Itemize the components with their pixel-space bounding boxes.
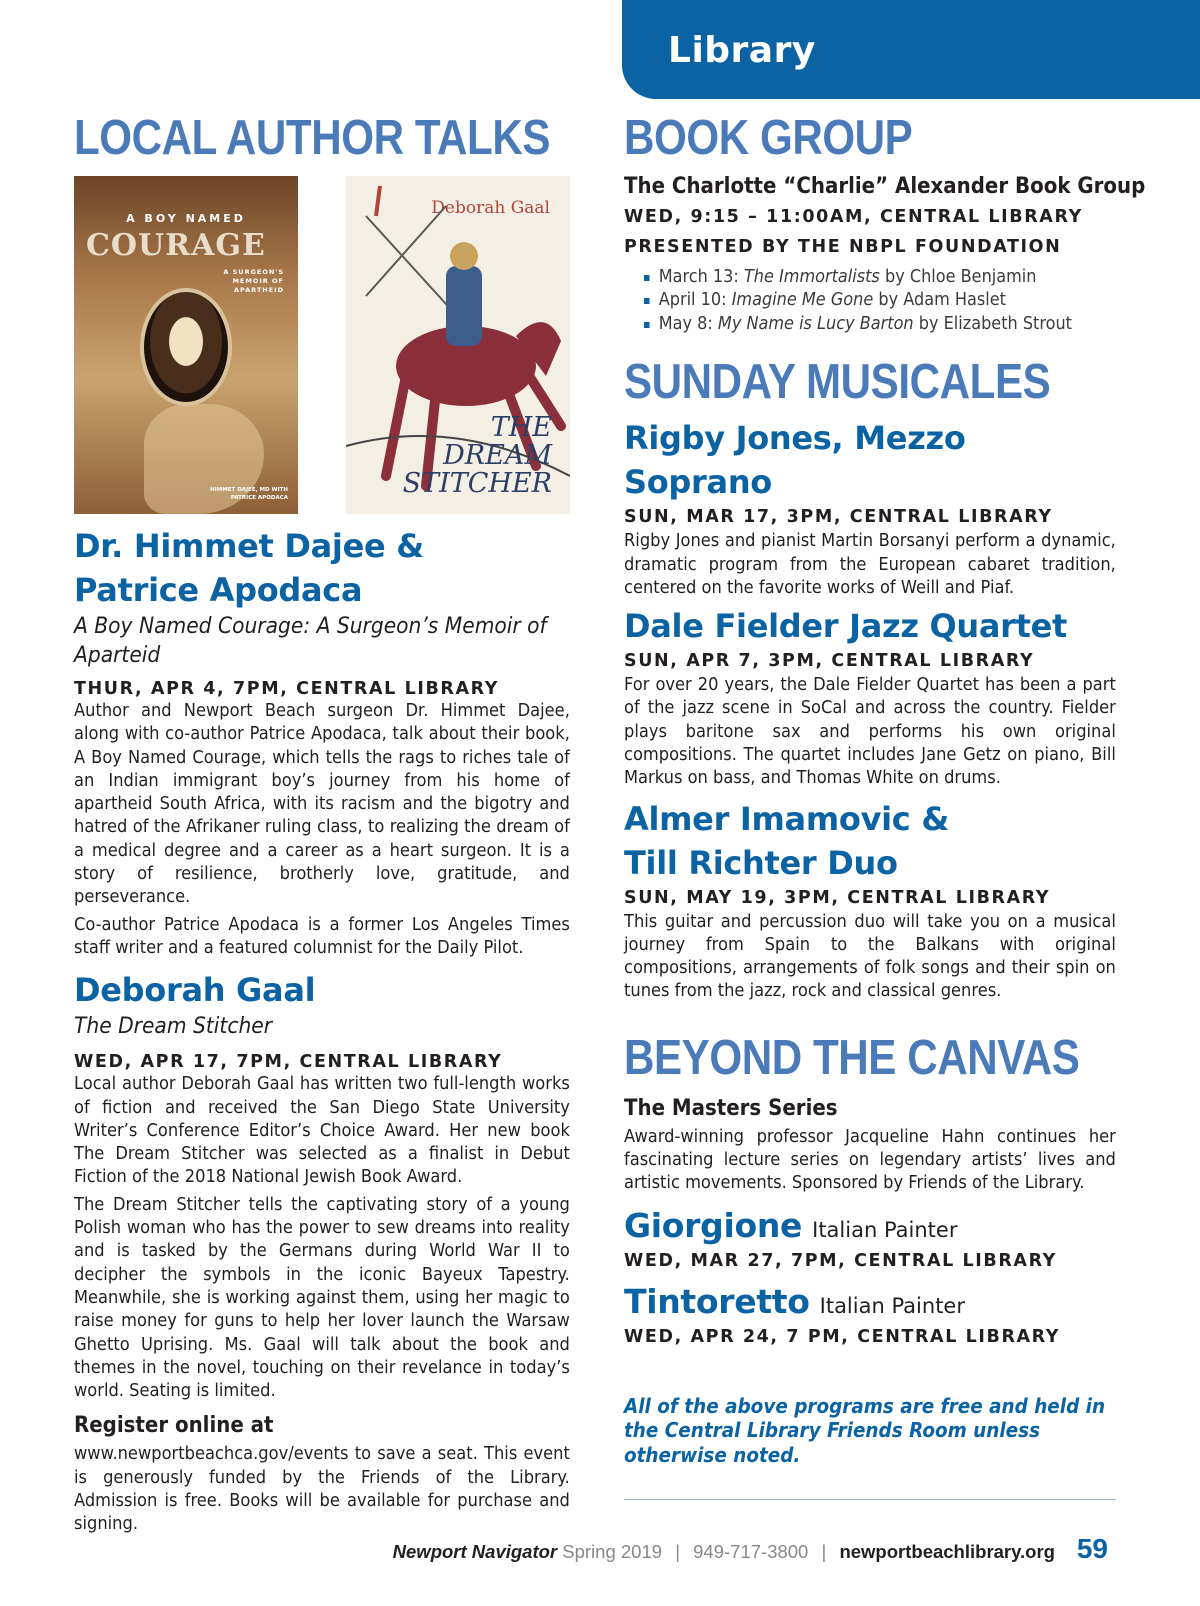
book-group-datetime: WED, 9:15 – 11:00AM, CENTRAL LIBRARY [624, 207, 1083, 227]
event-description: Author and Newport Beach surgeon Dr. Himmet Dajee, along with co-author Patrice Apodaca, talk about their book, A Boy Named Courage, which tells the rags to riches tale of an Indian immigrant boy’s journey from his home of apartheid South Africa, with its racism and the bigotry and hatred of the Afrikaner ruling class, to realizing the dream of a medical degree and a career as a heart surgeon. It is a story of resilience, brotherly love, gratitude, and perseverance. [74, 701, 570, 908]
book-title: Imagine Me Gone [731, 290, 874, 311]
book-date: April 10: [658, 290, 727, 311]
divider [624, 1499, 1116, 1500]
painter-name: Tintoretto [624, 1281, 810, 1321]
painter-role: Italian Painter [812, 1217, 958, 1242]
cover-line3: A SURGEON'S MEMOIR OF APARTHEID [223, 268, 284, 294]
book-author: by Adam Haslet [878, 290, 1006, 311]
event-datetime-rigby: SUN, MAR 17, 3PM, CENTRAL LIBRARY [624, 507, 1053, 528]
book-covers [74, 176, 570, 514]
footer-line [393, 1541, 1055, 1563]
cover-a-boy-named-courage [74, 176, 298, 514]
book-author: by Chloe Benjamin [884, 267, 1037, 287]
cover-line2: COURAGE [86, 228, 266, 263]
book-title: The Immortalists [743, 267, 880, 287]
library-tab [622, 0, 1200, 99]
right-column [624, 108, 1146, 1500]
event-subtitle-line2: Aparteid [74, 643, 161, 668]
tab-label: Library [668, 30, 816, 71]
boy-portrait [140, 288, 232, 406]
painter-datetime: WED, MAR 27, 7PM, CENTRAL LIBRARY [624, 1250, 1057, 1271]
footer-separator: | [675, 1541, 680, 1562]
painter-name: Giorgione [624, 1205, 803, 1245]
event-description-gaal-2: The Dream Stitcher tells the captivating story of a young Polish woman who has the power to sew dreams into reality and is tasked by the Germans during World War II to decipher the symbols in the iconic Bayeux Tapestry. Meanwhile, she is working against them, using her magic to raise money for guns to help her lover launch the Warsaw Ghetto Uprising. Ms. Gaal will talk about the book and themes in the novel, touching on their revelance in today’s world. Seating is limited. [74, 1194, 570, 1402]
cover-authors: HIMMET DAJEE, MD WITH PATRICE APODACA [210, 487, 288, 501]
event-name-line2: Till Richter Duo [624, 843, 898, 882]
left-column [74, 108, 570, 1537]
magazine-season: Spring 2019 [562, 1541, 663, 1562]
event-datetime-gaal: WED, APR 17, 7PM, CENTRAL LIBRARY [74, 1052, 503, 1073]
event-subtitle [74, 612, 547, 670]
painter-datetime: WED, APR 24, 7 PM, CENTRAL LIBRARY [624, 1326, 1061, 1347]
cover-the-dream-stitcher [346, 176, 570, 514]
book-group-presenter: PRESENTED BY THE NBPL FOUNDATION [624, 237, 1062, 257]
cover-title: THE DREAM STITCHER [402, 412, 552, 499]
magazine-name: Newport Navigator [392, 1541, 558, 1562]
page-number: 59 [1076, 1533, 1108, 1564]
footer-separator: | [821, 1541, 827, 1562]
event-description-gaal: Local author Deborah Gaal has written two full-length works of fiction and received the San Diego State University Writer’s Conference Editor’s Choice Award. Her new book The Dream Stitcher was selected as a finalist in Debut Fiction of the 2018 National Jewish Book Award. [74, 1074, 570, 1188]
event-description-rigby: Rigby Jones and pianist Martin Borsanyi perform a dynamic, dramatic program from the European cabaret tradition, centered on the favorite works of Weill and Piaf. [624, 531, 1116, 598]
event-name-rigby-jones: Rigby Jones, Mezzo Soprano [624, 419, 966, 502]
event-name-line1: Dr. Himmet Dajee & [74, 527, 424, 565]
section-title-book-group: BOOK GROUP [624, 111, 913, 165]
page-footer [0, 1533, 1200, 1573]
list-item [644, 313, 1078, 336]
footer-website-link[interactable]: newportbeachlibrary.org [839, 1541, 1055, 1562]
book-date: May 8: [658, 313, 713, 334]
event-description-duo: This guitar and percussion duo will take you on a musical journey from Spain to the Balkans with original compositions, arrangements of folk songs and their spin on tunes from the jazz, rock and classical genres. [624, 911, 1116, 1002]
canvas-subtitle: The Masters Series [624, 1095, 838, 1121]
book-date: March 13: [658, 267, 739, 287]
event-name-deborah-gaal: Deborah Gaal [74, 971, 316, 1010]
book-group-subtitle: The Charlotte “Charlie” Alexander Book Group [624, 174, 1146, 199]
event-datetime-fielder: SUN, APR 7, 3PM, CENTRAL LIBRARY [624, 651, 1035, 672]
register-heading: Register online at [74, 1413, 274, 1439]
event-subtitle-line1: A Boy Named Courage: A Surgeon’s Memoir of [74, 614, 547, 639]
painter-giorgione [624, 1206, 1116, 1246]
register-body: www.newportbeachca.gov/events to save a seat. This event is generously funded by the Friends of the Library. Admission is free. Books will be available for purchase and signing. [74, 1444, 570, 1535]
list-item [644, 266, 1078, 289]
event-name-line1: Almer Imamovic & [624, 799, 949, 838]
section-title-author-talks: LOCAL AUTHOR TALKS [74, 111, 551, 165]
cover-line1: A BOY NAMED [126, 212, 246, 225]
painter-tintoretto [624, 1282, 1116, 1322]
book-title: My Name is Lucy Barton [717, 313, 914, 334]
cover-author: Deborah Gaal [431, 198, 550, 218]
section-title-beyond-the-canvas: BEYOND THE CANVAS [624, 1030, 1080, 1085]
footer-phone: 949-717-3800 [693, 1541, 809, 1562]
canvas-description: Award-winning professor Jacqueline Hahn continues her fascinating lecture series on legendary artists’ lives and artistic movements. Sponsored by Friends of the Library. [624, 1126, 1116, 1194]
book-author: by Elizabeth Strout [918, 313, 1073, 334]
event-datetime: THUR, APR 4, 7PM, CENTRAL LIBRARY [74, 679, 499, 699]
list-item [644, 289, 1078, 312]
event-name [74, 524, 570, 612]
section-title-sunday-musicales: SUNDAY MUSICALES [624, 355, 1051, 410]
event-subtitle-dream-stitcher: The Dream Stitcher [74, 1014, 273, 1040]
event-description-2: Co-author Patrice Apodaca is a former Los Angeles Times staff writer and a featured columnist for the Daily Pilot. [74, 914, 570, 958]
event-datetime-duo: SUN, MAY 19, 3PM, CENTRAL LIBRARY [624, 887, 1051, 908]
book-list [644, 266, 1116, 336]
event-name-line2: Patrice Apodaca [74, 571, 363, 609]
event-description-fielder: For over 20 years, the Dale Fielder Quartet has been a part of the jazz scene in SoCal and across the country. Fielder plays baritone sax and performs his own original compositions. The quartet includes Jane Getz on piano, Bill Markus on bass, and Thomas White on drums. [624, 675, 1116, 789]
programs-note: All of the above programs are free and held in the Central Library Friends Room unless otherwise noted. [624, 1393, 1106, 1467]
painter-role: Italian Painter [819, 1293, 965, 1318]
event-name-dale-fielder: Dale Fielder Jazz Quartet [624, 607, 1068, 646]
event-name-imamovic-richter [624, 797, 1116, 885]
